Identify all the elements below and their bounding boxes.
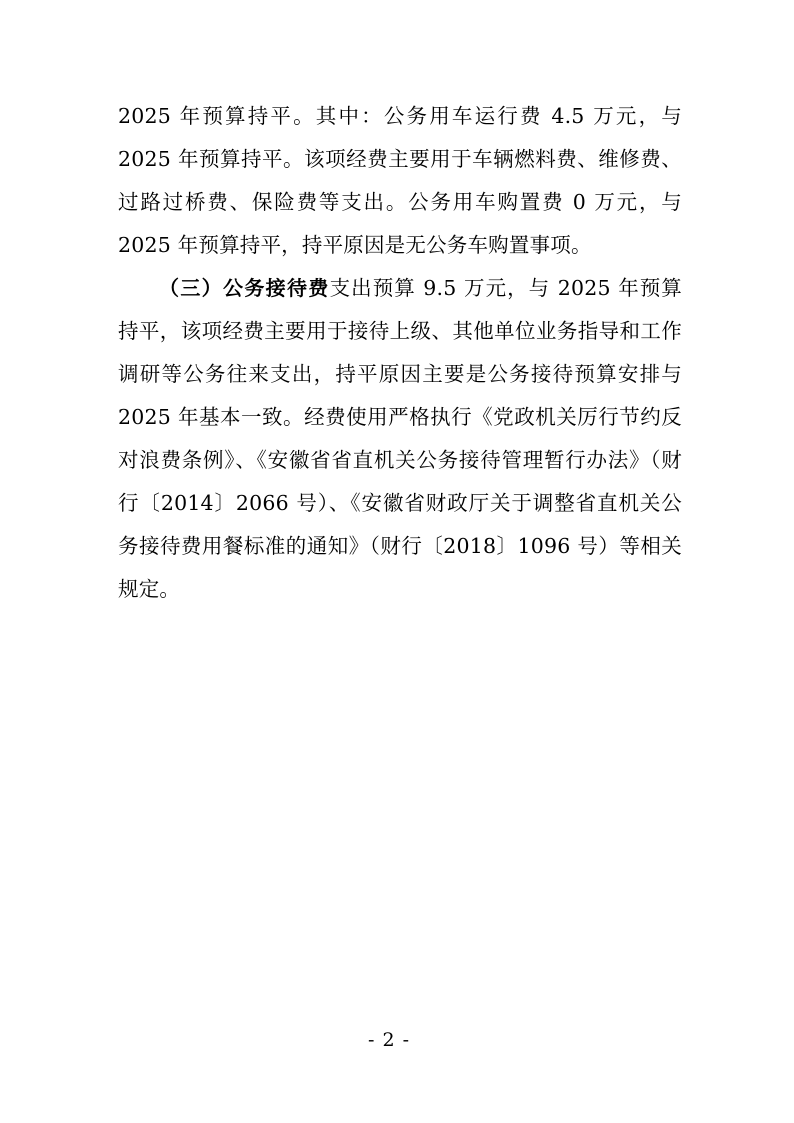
paragraph-2-heading: （三）公务接待费	[159, 276, 330, 300]
page-number: - 2 -	[367, 1029, 410, 1051]
paragraph-1	[118, 95, 682, 267]
paragraph-1-text: 2025 年预算持平。其中：公务用车运行费 4.5 万元，与 2025 年预算持平。该项经费主要用于车辆燃料费、维修费、过路过桥费、保险费等支出。公务用车购置费 0 万元，与 2025 年预算持平，持平原因是无公务车购置事项。	[118, 104, 682, 257]
document-body	[118, 95, 682, 611]
paragraph-2	[118, 267, 682, 611]
paragraph-2-text: 支出预算 9.5 万元，与 2025 年预算持平，该项经费主要用于接待上级、其他单位业务指导和工作调研等公务往来支出，持平原因主要是公务接待预算安排与 2025 年基本一致。经费使用严格执行《党政机关厉行节约反对浪费条例》、《安徽省省直机关公务接待管理暂行办法》（财行〔2014〕2066 号）、《安徽省财政厅关于调整省直机关公务接待费用餐标准的通知》（财行〔2018〕1096 号）等相关规定。	[118, 276, 682, 601]
